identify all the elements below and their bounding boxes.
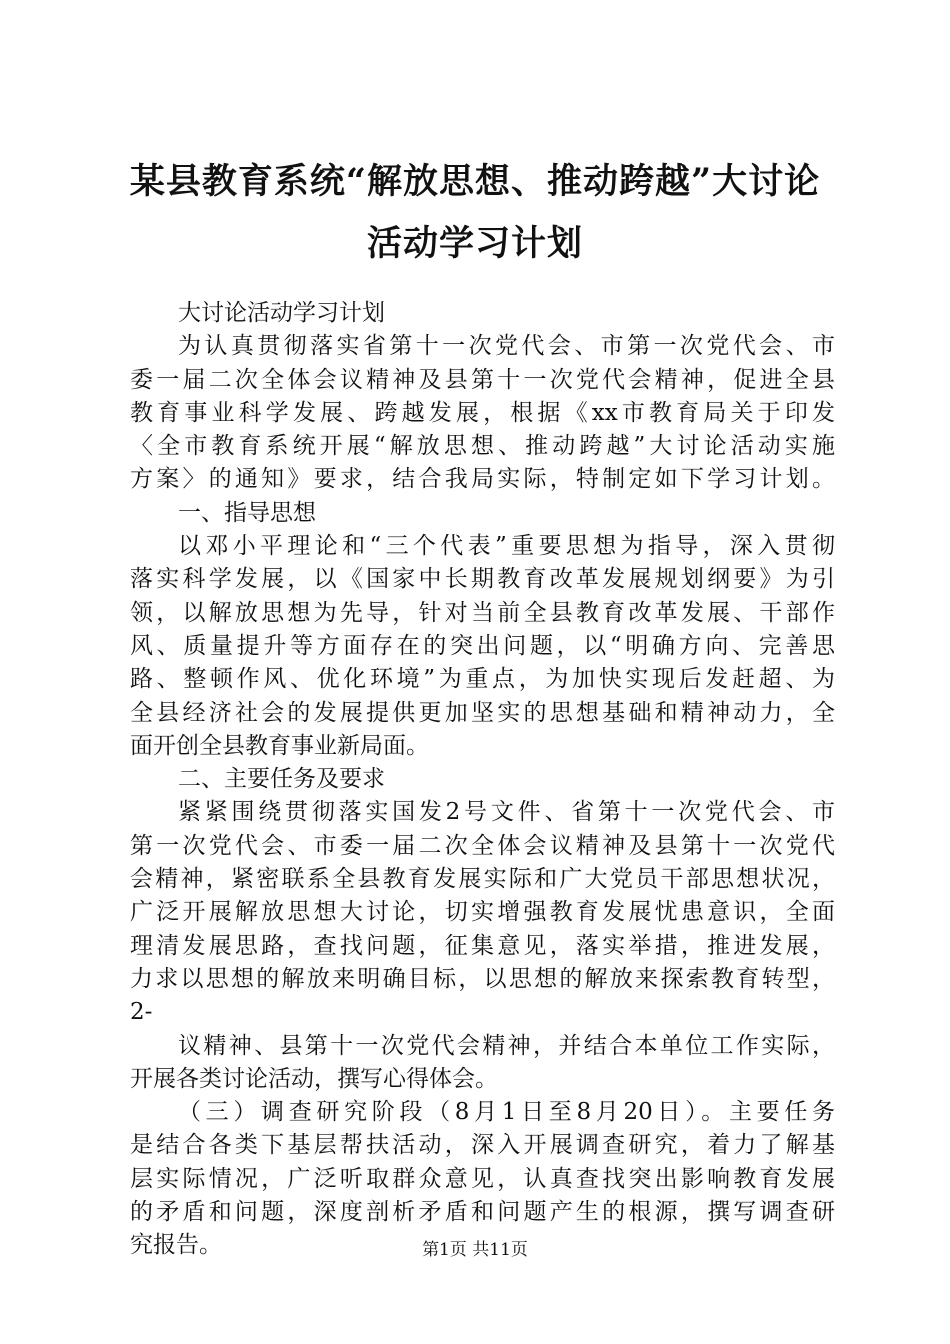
paragraph-line: 层实际情况，广泛听取群众意见，认真查找突出影响教育发展: [130, 1165, 835, 1192]
paragraph-line: 委一届二次全体会议精神及县第十一次党代会精神，促进全县: [130, 366, 835, 393]
paragraph-line: 力求以思想的解放来明确目标，以思想的解放来探索教育转型，: [130, 965, 835, 992]
page-footer: 第1页 共11页: [422, 1240, 528, 1260]
paragraph-line: 路、整顿作风、优化环境”为重点，为加快实现后发赶超、为: [130, 666, 835, 693]
paragraph-line: 议精神、县第十一次党代会精神，并结合本单位工作实际，: [178, 1032, 835, 1059]
paragraph-line: 为认真贯彻落实省第十一次党代会、市第一次党代会、市: [178, 333, 835, 360]
paragraph-line: 领，以解放思想为先导，针对当前全县教育改革发展、干部作: [130, 599, 835, 626]
paragraph-line: 落实科学发展，以《国家中长期教育改革发展规划纲要》为引: [130, 566, 835, 593]
paragraph-line: 〈全市教育系统开展“解放思想、推动跨越”大讨论活动实施: [130, 433, 835, 460]
paragraph-line: 全县经济社会的发展提供更加坚实的思想基础和精神动力，全: [130, 699, 835, 726]
paragraph-line: 风、质量提升等方面存在的突出问题，以“明确方向、完善思: [130, 632, 835, 659]
paragraph-line: 面开创全县教育事业新局面。: [130, 732, 429, 759]
paragraph-line: 是结合各类下基层帮扶活动，深入开展调查研究，着力了解基: [130, 1132, 835, 1159]
paragraph-line: 广泛开展解放思想大讨论，切实增强教育发展忧患意识，全面: [130, 899, 835, 926]
paragraph-line: 教育事业科学发展、跨越发展，根据《xx市教育局关于印发: [130, 399, 835, 426]
document-title-line-2: 活动学习计划: [366, 223, 583, 264]
document-title-line-1: 某县教育系统“解放思想、推动跨越”大讨论: [129, 161, 821, 202]
paragraph-line: 究报告。: [130, 1232, 222, 1259]
paragraph-line: 的矛盾和问题，深度剖析矛盾和问题产生的根源，撰写调查研: [130, 1199, 835, 1226]
paragraph-line: 紧紧围绕贯彻落实国发2号文件、省第十一次党代会、市: [178, 799, 835, 826]
paragraph-line: 开展各类讨论活动，撰写心得体会。: [130, 1065, 498, 1092]
paragraph-line: 方案〉的通知》要求，结合我局实际，特制定如下学习计划。: [130, 466, 835, 493]
paragraph-line: 以邓小平理论和“三个代表”重要思想为指导，深入贯彻: [178, 533, 835, 560]
section-heading: 二、主要任务及要求: [178, 766, 385, 793]
paragraph-line: 会精神，紧密联系全县教育发展实际和广大党员干部思想状况，: [130, 866, 835, 893]
section-heading: 一、指导思想: [178, 499, 316, 526]
paragraph-line: 第一次党代会、市委一届二次全体会议精神及县第十一次党代: [130, 832, 835, 859]
document-body: [130, 297, 835, 1263]
subtitle-line: 大讨论活动学习计划: [178, 300, 385, 326]
page-break-marker: 2-: [130, 999, 153, 1026]
paragraph-line: 理清发展思路，查找问题，征集意见，落实举措，推进发展，: [130, 932, 835, 959]
section-heading: （三）调查研究阶段（8月1日至8月20日）。主要任务: [178, 1099, 835, 1126]
